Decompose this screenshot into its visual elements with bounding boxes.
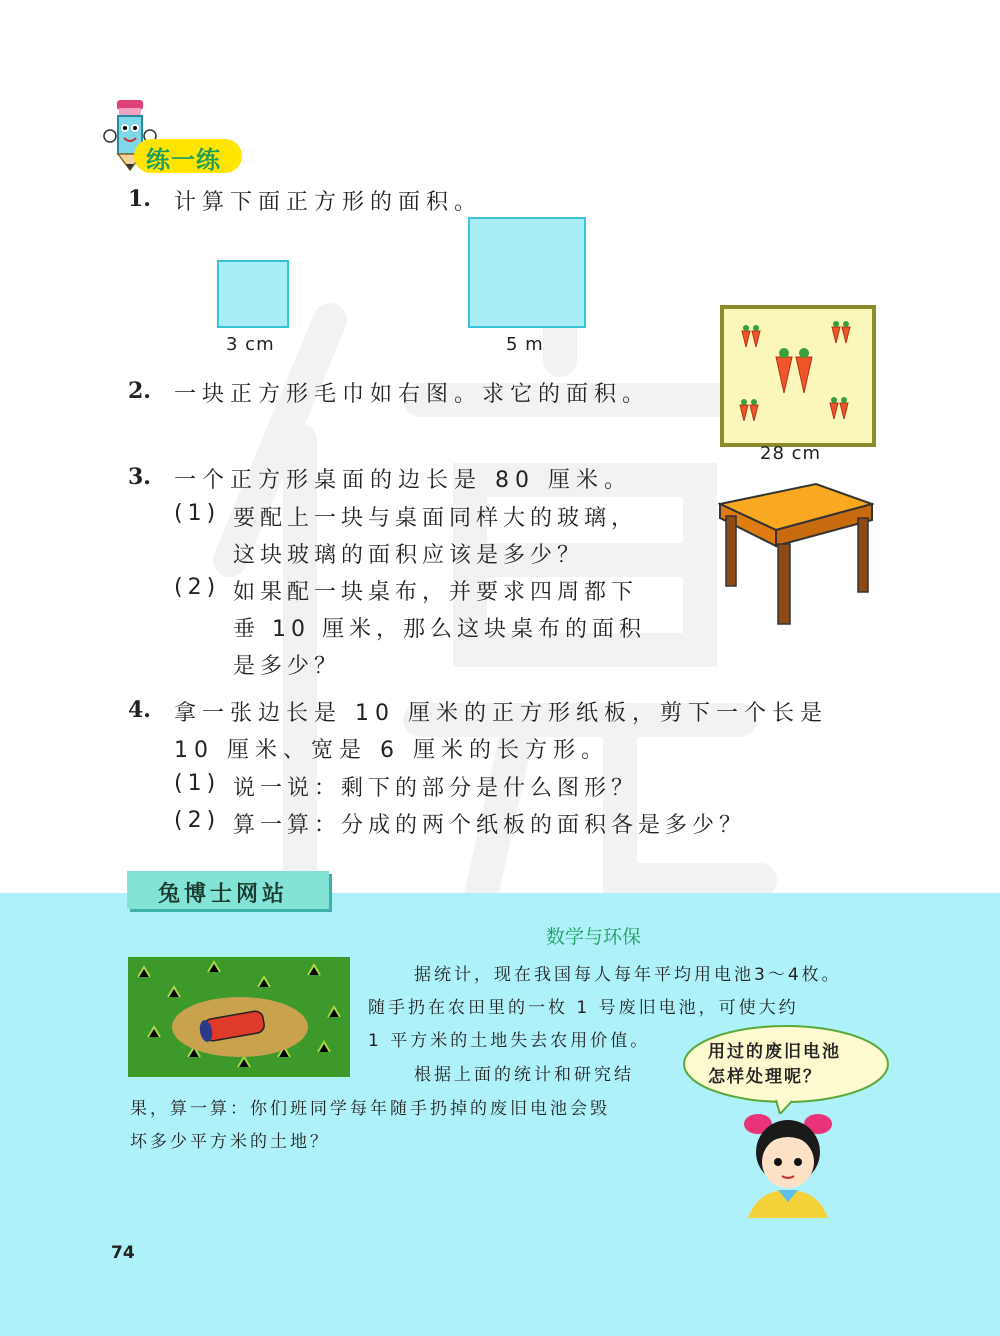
square-5m (468, 217, 586, 328)
question-4-sub1-number: (1) (174, 771, 221, 796)
question-4-number: 4. (128, 697, 151, 723)
paragraph-1-line1: 据统计，现在我国每人每年平均用电池3～4枚。 (414, 965, 842, 985)
paragraph-1-line3: 1 平方米的土地失去农用价值。 (368, 1031, 651, 1051)
question-3-sub2-number: (2) (174, 575, 221, 600)
question-3-sub1-line1: 要配上一块与桌面同样大的玻璃， (233, 506, 639, 531)
question-3-sub2-line2: 垂 10 厘米，那么这块桌布的面积 (233, 617, 646, 642)
question-4-line1: 拿一张边长是 10 厘米的正方形纸板，剪下一个长是 (174, 701, 828, 726)
question-4-line2: 10 厘米、宽是 6 厘米的长方形。 (174, 738, 609, 763)
section-subtitle: 数学与环保 (546, 926, 642, 948)
towel-size-label: 28 cm (760, 443, 822, 464)
towel-illustration (720, 305, 876, 447)
table-illustration (718, 482, 874, 628)
square-3cm-label: 3 cm (226, 334, 275, 355)
question-4-sub2-number: (2) (174, 808, 221, 833)
paragraph-2-line2: 果，算一算：你们班同学每年随手扔掉的废旧电池会毁 (130, 1099, 610, 1119)
bubble-line2: 怎样处理呢？ (708, 1067, 822, 1087)
question-4-sub1: 说一说：剩下的部分是什么图形？ (233, 776, 639, 801)
bubble-line1: 用过的废旧电池 (708, 1042, 841, 1062)
question-2-number: 2. (128, 378, 151, 404)
question-3-sub1-number: (1) (174, 501, 221, 526)
question-3-sub2-line1: 如果配一块桌布，并要求四周都下 (233, 580, 639, 605)
question-3-sub2-line3: 是多少？ (233, 654, 342, 679)
question-3-number: 3. (128, 464, 151, 490)
girl-character-icon (738, 1106, 838, 1218)
square-5m-label: 5 m (506, 334, 544, 355)
question-2-text: 一块正方形毛巾如右图。求它的面积。 (174, 382, 651, 407)
section-tab-title: 兔博士网站 (158, 882, 289, 907)
paragraph-2-line1: 根据上面的统计和研究结 (414, 1065, 634, 1085)
question-3-sub1-line2: 这块玻璃的面积应该是多少？ (233, 543, 585, 568)
question-4-sub2: 算一算：分成的两个纸板的面积各是多少？ (233, 813, 747, 838)
section-badge-label: 练一练 (146, 146, 221, 174)
question-1-number: 1. (128, 186, 151, 212)
carrots-pattern-icon (724, 309, 872, 443)
paragraph-1-line2: 随手扔在农田里的一枚 1 号废旧电池，可使大约 (368, 998, 799, 1018)
paragraph-2-line3: 坏多少平方米的土地？ (130, 1132, 330, 1152)
question-3-text: 一个正方形桌面的边长是 80 厘米。 (174, 468, 632, 493)
field-battery-illustration (128, 957, 350, 1077)
page-number: 74 (111, 1243, 135, 1263)
square-3cm (217, 260, 289, 328)
question-1-text: 计算下面正方形的面积。 (174, 190, 483, 215)
